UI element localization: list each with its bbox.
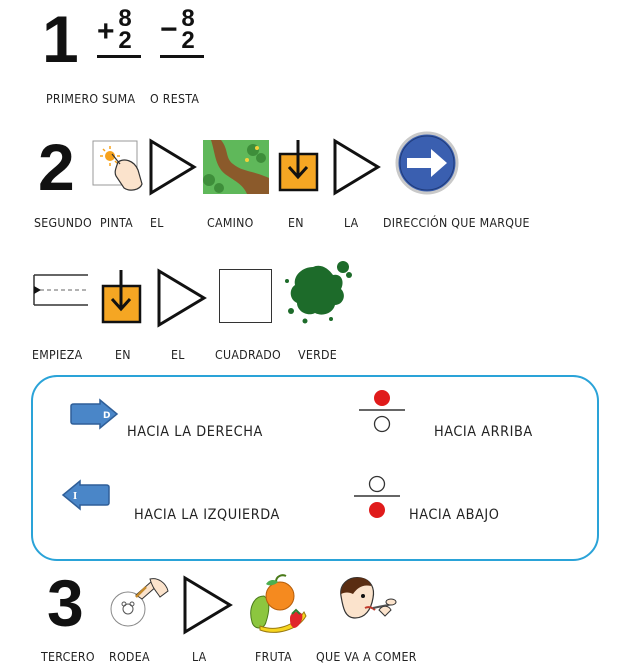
step2-word-segundo: SEGUNDO: [34, 216, 93, 230]
step2b-word-en: EN: [115, 348, 131, 362]
play-triangle-icon: [182, 575, 234, 635]
empty-square-icon: [219, 269, 272, 323]
step3-word-fruta: FRUTA: [255, 650, 292, 664]
step2-word-direccion: DIRECCIÓN QUE MARQUE: [383, 216, 530, 230]
fraction-plus-numerator: 8: [118, 5, 132, 32]
paint-hand-icon: [90, 138, 146, 194]
right-arrow-icon: [68, 398, 120, 430]
draw-circle-icon: [106, 575, 170, 631]
legend-up-label: HACIA ARRIBA: [434, 424, 533, 440]
play-triangle-icon: [156, 268, 208, 328]
eating-boy-icon: [335, 574, 399, 624]
step2b-word-empieza: EMPIEZA: [32, 348, 83, 362]
start-line-icon: [30, 271, 90, 309]
fraction-plus-bar: [97, 55, 141, 58]
step2-word-el: EL: [150, 216, 164, 230]
step3-word-la: LA: [192, 650, 207, 664]
step1-word-suma: SUMA: [102, 92, 136, 106]
legend-right-label: HACIA LA DERECHA: [127, 424, 263, 440]
fraction-plus: [97, 5, 141, 58]
fraction-minus-operator: −: [160, 13, 178, 46]
legend-down-label: HACIA ABAJO: [409, 507, 500, 523]
fraction-plus-operator: +: [97, 15, 115, 48]
direction-sign-icon: [395, 131, 459, 195]
down-fraction-icon: [352, 474, 402, 520]
fraction-minus-denominator: 2: [181, 27, 195, 54]
fruit-icon: [246, 570, 310, 634]
down-arrow-box-icon: [100, 268, 144, 326]
step2-word-en: EN: [288, 216, 304, 230]
play-triangle-icon: [332, 138, 382, 196]
legend-left-label: HACIA LA IZQUIERDA: [134, 507, 280, 523]
path-landscape-icon: [203, 140, 269, 194]
step-1-number: 1: [42, 2, 79, 76]
step2-word-pinta: PINTA: [100, 216, 133, 230]
step2b-word-cuadrado: CUADRADO: [215, 348, 282, 362]
step2b-word-el: EL: [171, 348, 185, 362]
fraction-minus-numerator: 8: [181, 5, 195, 32]
down-arrow-box-icon: [277, 138, 321, 194]
step2-word-camino: CAMINO: [207, 216, 254, 230]
step-2-number: 2: [38, 130, 75, 204]
step3-word-tercero: TERCERO: [41, 650, 95, 664]
fraction-minus-bar: [160, 55, 204, 58]
step3-word-rodea: RODEA: [109, 650, 150, 664]
step3-word-que-va-a-comer: QUE VA A COMER: [316, 650, 417, 664]
left-arrow-badge: I: [73, 492, 78, 502]
step2-word-la: LA: [344, 216, 359, 230]
play-triangle-icon: [148, 138, 198, 196]
left-arrow-icon: [60, 479, 112, 511]
right-arrow-badge: D: [103, 411, 111, 421]
step1-word-o-resta: O RESTA: [150, 92, 200, 106]
step1-word-primero: PRIMERO: [46, 92, 99, 106]
step2b-word-verde: VERDE: [298, 348, 338, 362]
fraction-minus: [160, 5, 204, 58]
fraction-plus-denominator: 2: [118, 27, 132, 54]
green-splat-icon: [283, 259, 353, 325]
up-fraction-icon: [357, 388, 407, 434]
step-3-number: 3: [47, 566, 84, 640]
